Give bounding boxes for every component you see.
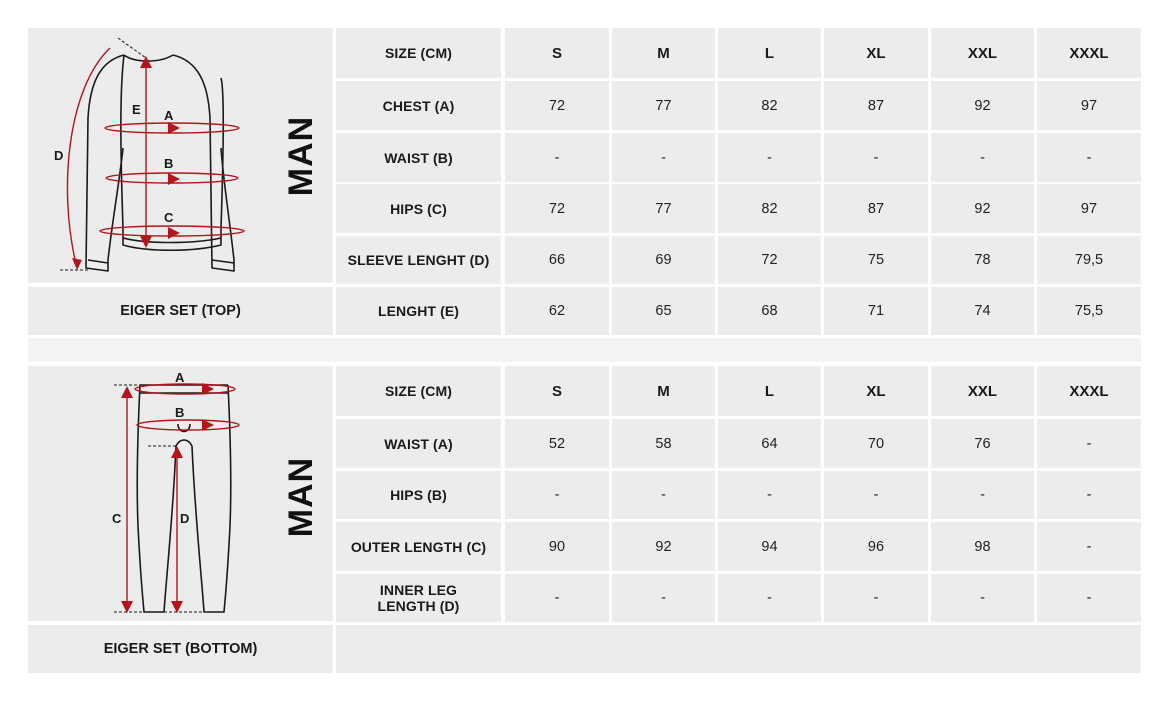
top-size-xl: XL [824, 28, 928, 78]
bottom-size-header-label: SIZE (CM) [336, 366, 501, 416]
table-cell: 96 [824, 522, 928, 571]
table-cell: 68 [718, 287, 821, 335]
bottom-empty-footer-cell [336, 625, 1141, 673]
table-cell: 58 [612, 419, 715, 468]
length-arrow-top [140, 56, 152, 68]
table-cell: 52 [505, 419, 609, 468]
table-cell: - [612, 471, 715, 519]
bottom-row-label-waist: WAIST (A) [336, 419, 501, 468]
table-cell: - [612, 574, 715, 622]
section-divider [28, 338, 1141, 362]
marker-b: B [164, 156, 174, 171]
top-row-label-waist: WAIST (B) [336, 133, 501, 182]
top-row-label-hips: HIPS (C) [336, 184, 501, 233]
table-cell: - [824, 574, 928, 622]
table-cell: 69 [612, 236, 715, 284]
top-size-m: M [612, 28, 715, 78]
top-size-s: S [505, 28, 609, 78]
table-cell: 76 [931, 419, 1034, 468]
bottom-row-label-hips: HIPS (B) [336, 471, 501, 519]
table-cell: 74 [931, 287, 1034, 335]
marker-c: C [164, 210, 174, 225]
table-cell: - [1037, 522, 1141, 571]
table-cell: 82 [718, 81, 821, 130]
marker-a: A [175, 370, 185, 385]
marker-b: B [175, 405, 185, 420]
table-cell: 66 [505, 236, 609, 284]
table-cell: 72 [505, 184, 609, 233]
top-size-xxl: XXL [931, 28, 1034, 78]
bottom-size-xxxl: XXXL [1037, 366, 1141, 416]
table-cell: - [931, 471, 1034, 519]
bottom-row-label-outer-length: OUTER LENGTH (C) [336, 522, 501, 571]
hips-arrow [168, 227, 180, 239]
table-cell: 79,5 [1037, 236, 1141, 284]
table-cell: 62 [505, 287, 609, 335]
table-cell: 70 [824, 419, 928, 468]
table-cell: 65 [612, 287, 715, 335]
table-cell: - [505, 133, 609, 182]
table-cell: - [824, 471, 928, 519]
table-cell: 72 [718, 236, 821, 284]
table-cell: 94 [718, 522, 821, 571]
table-cell: - [931, 574, 1034, 622]
table-cell: 87 [824, 81, 928, 130]
marker-e: E [132, 102, 141, 117]
bottom-row-label-inner-leg-length [336, 574, 501, 622]
table-cell: 92 [931, 184, 1034, 233]
table-cell: - [1037, 574, 1141, 622]
table-cell: 92 [612, 522, 715, 571]
chest-arrow [168, 122, 180, 134]
bottom-size-xxl: XXL [931, 366, 1034, 416]
table-cell: - [612, 133, 715, 182]
bottom-size-m: M [612, 366, 715, 416]
inner-leg-label-line-1: INNER LEG [379, 582, 458, 598]
table-cell: 98 [931, 522, 1034, 571]
table-cell: - [931, 133, 1034, 182]
table-cell: 97 [1037, 81, 1141, 130]
table-cell: 90 [505, 522, 609, 571]
top-set-name: EIGER SET (TOP) [28, 287, 333, 335]
top-row-label-chest: CHEST (A) [336, 81, 501, 130]
table-cell: 64 [718, 419, 821, 468]
table-cell: - [718, 471, 821, 519]
table-cell: 87 [824, 184, 928, 233]
table-cell: 78 [931, 236, 1034, 284]
table-cell: - [718, 574, 821, 622]
table-cell: - [505, 574, 609, 622]
sleeve-arrow [72, 258, 82, 270]
marker-a: A [164, 108, 174, 123]
table-cell: 92 [931, 81, 1034, 130]
inner-leg-label-line-2: LENGTH (D) [377, 598, 460, 614]
top-gender-label: MAN [282, 115, 320, 197]
marker-d: D [54, 148, 64, 163]
table-cell: 75,5 [1037, 287, 1141, 335]
top-size-l: L [718, 28, 821, 78]
bottom-size-xl: XL [824, 366, 928, 416]
table-cell: - [718, 133, 821, 182]
table-cell: 97 [1037, 184, 1141, 233]
table-cell: 72 [505, 81, 609, 130]
top-row-label-sleeve: SLEEVE LENGHT (D) [336, 236, 501, 284]
table-cell: - [1037, 133, 1141, 182]
top-size-header-label: SIZE (CM) [336, 28, 501, 78]
marker-d: D [180, 511, 190, 526]
bottom-gender-label: MAN [282, 456, 320, 538]
marker-c: C [112, 511, 122, 526]
table-cell: 75 [824, 236, 928, 284]
bottom-set-name: EIGER SET (BOTTOM) [28, 625, 333, 673]
table-cell: 82 [718, 184, 821, 233]
bottom-garment-figure-panel [28, 366, 333, 621]
table-cell: - [824, 133, 928, 182]
table-cell: - [1037, 471, 1141, 519]
top-size-xxxl: XXXL [1037, 28, 1141, 78]
top-row-label-length: LENGHT (E) [336, 287, 501, 335]
table-cell: 77 [612, 184, 715, 233]
bottom-size-s: S [505, 366, 609, 416]
table-cell: - [1037, 419, 1141, 468]
bottom-size-l: L [718, 366, 821, 416]
top-garment-figure-panel [28, 28, 333, 283]
table-cell: - [505, 471, 609, 519]
table-cell: 77 [612, 81, 715, 130]
table-cell: 71 [824, 287, 928, 335]
